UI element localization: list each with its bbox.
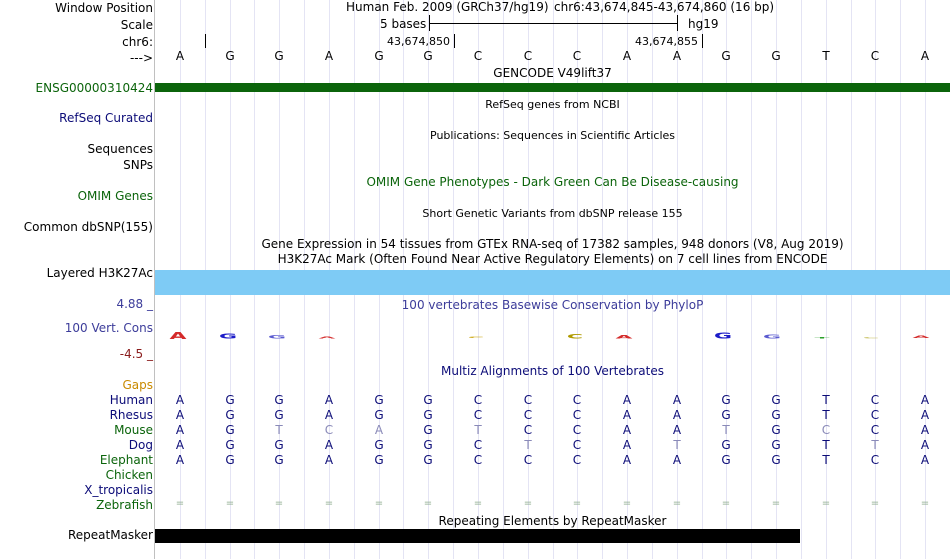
- h3k27ac-track-title[interactable]: H3K27Ac Mark (Often Found Near Active Regulatory Elements) on 7 cell lines from ENCODE: [277, 252, 828, 266]
- scale-label: Scale: [120, 18, 153, 32]
- aligned-base: =: [920, 498, 930, 509]
- species-label-zebrafish[interactable]: Zebrafish: [96, 498, 153, 512]
- window-position-label: Window Position: [55, 1, 153, 15]
- ruler-tick: [702, 34, 703, 48]
- aligned-base: C: [473, 453, 483, 467]
- species-label-elephant[interactable]: Elephant: [99, 453, 153, 467]
- base-letter: A: [324, 49, 334, 63]
- aligned-base: G: [771, 408, 781, 422]
- aligned-base: G: [721, 453, 731, 467]
- aligned-base: G: [374, 453, 384, 467]
- repeatmasker-element[interactable]: [155, 529, 800, 543]
- base-letter: T: [822, 49, 830, 63]
- publications-track-title[interactable]: Publications: Sequences in Scientific Articles: [430, 129, 675, 142]
- aligned-base: A: [175, 438, 185, 452]
- gencode-gene-bar[interactable]: [155, 83, 950, 92]
- aligned-base: C: [870, 408, 880, 422]
- base-letter: A: [622, 49, 632, 63]
- aligned-base: C: [821, 423, 831, 437]
- aligned-base: A: [175, 408, 185, 422]
- aligned-base: A: [672, 393, 682, 407]
- aligned-base: T: [474, 423, 482, 437]
- window-position[interactable]: chr6:43,674,845-43,674,860 (16 bp): [554, 0, 775, 14]
- aligned-base: G: [374, 408, 384, 422]
- aligned-base: T: [822, 453, 830, 467]
- aligned-base: G: [721, 408, 731, 422]
- aligned-base: G: [374, 393, 384, 407]
- aligned-base: G: [225, 408, 235, 422]
- ruler-coord-2: 43,674,855: [635, 35, 698, 48]
- base-letter: G: [771, 49, 781, 63]
- base-letter: C: [523, 49, 533, 63]
- aligned-base: G: [423, 393, 433, 407]
- omim-track-title[interactable]: OMIM Gene Phenotypes - Dark Green Can Be Disease-causing: [366, 175, 739, 189]
- aligned-base: =: [572, 498, 582, 509]
- cons-logo-letter: G: [218, 331, 238, 341]
- aligned-base: C: [473, 393, 483, 407]
- aligned-base: A: [622, 438, 632, 452]
- aligned-base: T: [275, 423, 283, 437]
- base-letter: A: [672, 49, 682, 63]
- aligned-base: G: [225, 393, 235, 407]
- aligned-base: A: [324, 453, 334, 467]
- aligned-base: G: [771, 438, 781, 452]
- aligned-base: G: [771, 453, 781, 467]
- aligned-base: C: [572, 408, 582, 422]
- aligned-base: C: [870, 393, 880, 407]
- scale-text: 5 bases: [380, 17, 427, 31]
- aligned-base: A: [374, 423, 384, 437]
- scale-bar: [429, 23, 677, 24]
- aligned-base: G: [225, 453, 235, 467]
- aligned-base: T: [822, 393, 830, 407]
- aligned-base: =: [821, 498, 831, 509]
- omim-label[interactable]: OMIM Genes: [77, 189, 153, 203]
- strand-arrow-label: --->: [129, 51, 153, 65]
- aligned-base: A: [672, 453, 682, 467]
- cons-label[interactable]: 100 Vert. Cons: [64, 321, 153, 335]
- aligned-base: A: [920, 438, 930, 452]
- aligned-base: C: [572, 393, 582, 407]
- aligned-base: A: [672, 423, 682, 437]
- assembly-name: Human Feb. 2009 (GRCh37/hg19): [346, 0, 549, 14]
- aligned-base: G: [423, 453, 433, 467]
- aligned-base: G: [225, 438, 235, 452]
- base-letter: C: [572, 49, 582, 63]
- base-letter: C: [473, 49, 483, 63]
- species-label-dog[interactable]: Dog: [128, 438, 153, 452]
- aligned-base: T: [673, 438, 681, 452]
- refseq-label[interactable]: RefSeq Curated: [59, 111, 153, 125]
- base-letter: G: [721, 49, 731, 63]
- base-letter: C: [870, 49, 880, 63]
- aligned-base: A: [920, 393, 930, 407]
- refseq-track-title[interactable]: RefSeq genes from NCBI: [485, 98, 620, 111]
- aligned-base: C: [572, 438, 582, 452]
- aligned-base: A: [672, 408, 682, 422]
- aligned-base: C: [523, 423, 533, 437]
- aligned-base: =: [523, 498, 533, 509]
- aligned-base: =: [324, 498, 334, 509]
- multiz-track-title[interactable]: Multiz Alignments of 100 Vertebrates: [440, 364, 665, 378]
- aligned-base: T: [822, 438, 830, 452]
- aligned-base: T: [722, 423, 730, 437]
- aligned-base: A: [324, 393, 334, 407]
- aligned-base: A: [175, 453, 185, 467]
- cons-logo-letter: C: [566, 332, 584, 341]
- aligned-base: C: [870, 423, 880, 437]
- ruler-tick: [205, 34, 206, 48]
- aligned-base: A: [920, 408, 930, 422]
- base-letter: G: [374, 49, 384, 63]
- aligned-base: A: [175, 423, 185, 437]
- aligned-base: G: [274, 408, 284, 422]
- dbsnp-track-title[interactable]: Short Genetic Variants from dbSNP release 155: [422, 207, 683, 220]
- cons-logo-letter: C: [467, 337, 485, 339]
- aligned-base: A: [920, 423, 930, 437]
- aligned-base: =: [870, 498, 880, 509]
- scale-bar-right-tick: [677, 15, 678, 31]
- aligned-base: =: [175, 498, 185, 509]
- repeatmasker-track-title[interactable]: Repeating Elements by RepeatMasker: [438, 514, 667, 528]
- aligned-base: C: [523, 408, 533, 422]
- cons-logo-letter: C: [862, 337, 880, 340]
- cons-logo-letter: A: [169, 330, 187, 342]
- cons-logo-letter: T: [814, 337, 830, 340]
- cons-logo-letter: A: [318, 335, 336, 340]
- cons-logo-letter: A: [615, 334, 633, 340]
- aligned-base: =: [672, 498, 682, 509]
- aligned-base: G: [274, 453, 284, 467]
- aligned-base: A: [175, 393, 185, 407]
- aligned-base: A: [920, 453, 930, 467]
- aligned-base: G: [721, 393, 731, 407]
- base-letter: G: [423, 49, 433, 63]
- aligned-base: =: [622, 498, 632, 509]
- conservation-logo: [155, 318, 950, 342]
- sequences-label[interactable]: Sequences: [87, 142, 153, 156]
- aligned-base: =: [423, 498, 433, 509]
- aligned-base: G: [374, 438, 384, 452]
- h3k27ac-label[interactable]: Layered H3K27Ac: [46, 266, 153, 280]
- aligned-base: A: [622, 393, 632, 407]
- aligned-base: C: [572, 423, 582, 437]
- aligned-base: G: [771, 423, 781, 437]
- aligned-base: A: [324, 408, 334, 422]
- aligned-base: =: [473, 498, 483, 509]
- cons-min-value: -4.5 _: [119, 347, 153, 361]
- aligned-base: C: [523, 453, 533, 467]
- species-label-chicken[interactable]: Chicken: [105, 468, 153, 482]
- gaps-label[interactable]: Gaps: [122, 378, 153, 392]
- base-letter: A: [175, 49, 185, 63]
- aligned-base: =: [721, 498, 731, 509]
- species-label-rhesus[interactable]: Rhesus: [109, 408, 153, 422]
- cons-max-value: 4.88 _: [116, 297, 153, 311]
- aligned-base: C: [324, 423, 334, 437]
- cons-logo-letter: G: [762, 333, 782, 340]
- aligned-base: =: [374, 498, 384, 509]
- aligned-base: C: [523, 393, 533, 407]
- aligned-base: =: [225, 498, 235, 509]
- aligned-base: A: [622, 408, 632, 422]
- gencode-gene-label[interactable]: ENSG00000310424: [35, 81, 153, 95]
- aligned-base: T: [871, 438, 879, 452]
- gencode-track-title[interactable]: GENCODE V49lift37: [493, 66, 612, 80]
- aligned-base: =: [274, 498, 284, 509]
- ruler-tick: [454, 34, 455, 48]
- chrom-label: chr6:: [122, 35, 153, 49]
- h3k27ac-signal[interactable]: [155, 270, 950, 295]
- species-label-mouse[interactable]: Mouse: [114, 423, 153, 437]
- aligned-base: C: [473, 408, 483, 422]
- aligned-base: C: [870, 453, 880, 467]
- aligned-base: C: [473, 438, 483, 452]
- base-letter: A: [920, 49, 930, 63]
- aligned-base: A: [622, 453, 632, 467]
- aligned-base: T: [822, 408, 830, 422]
- aligned-base: =: [771, 498, 781, 509]
- ruler-coord-1: 43,674,850: [387, 35, 450, 48]
- aligned-base: A: [324, 438, 334, 452]
- repeatmasker-label[interactable]: RepeatMasker: [67, 528, 153, 542]
- aligned-base: G: [274, 393, 284, 407]
- snps-label[interactable]: SNPs: [123, 158, 153, 172]
- cons-logo-letter: A: [912, 334, 930, 340]
- base-letter: G: [274, 49, 284, 63]
- species-label-human[interactable]: Human: [109, 393, 153, 407]
- aligned-base: G: [771, 393, 781, 407]
- aligned-base: G: [423, 423, 433, 437]
- aligned-base: T: [524, 438, 532, 452]
- phylop-track-title[interactable]: 100 vertebrates Basewise Conservation by PhyloP: [401, 298, 704, 312]
- aligned-base: G: [423, 438, 433, 452]
- cons-logo-letter: G: [713, 331, 733, 341]
- aligned-base: G: [423, 408, 433, 422]
- aligned-base: G: [721, 438, 731, 452]
- scale-db: hg19: [688, 17, 719, 31]
- cons-logo-letter: G: [267, 334, 287, 340]
- aligned-base: G: [274, 438, 284, 452]
- aligned-base: A: [622, 423, 632, 437]
- base-letter: G: [225, 49, 235, 63]
- aligned-base: G: [225, 423, 235, 437]
- gtex-track-title[interactable]: Gene Expression in 54 tissues from GTEx RNA-seq of 17382 samples, 948 donors (V8, Aug 2019): [261, 237, 844, 251]
- aligned-base: C: [572, 453, 582, 467]
- dbsnp-label[interactable]: Common dbSNP(155): [23, 220, 153, 234]
- species-label-x_tropicalis[interactable]: X_tropicalis: [84, 483, 153, 497]
